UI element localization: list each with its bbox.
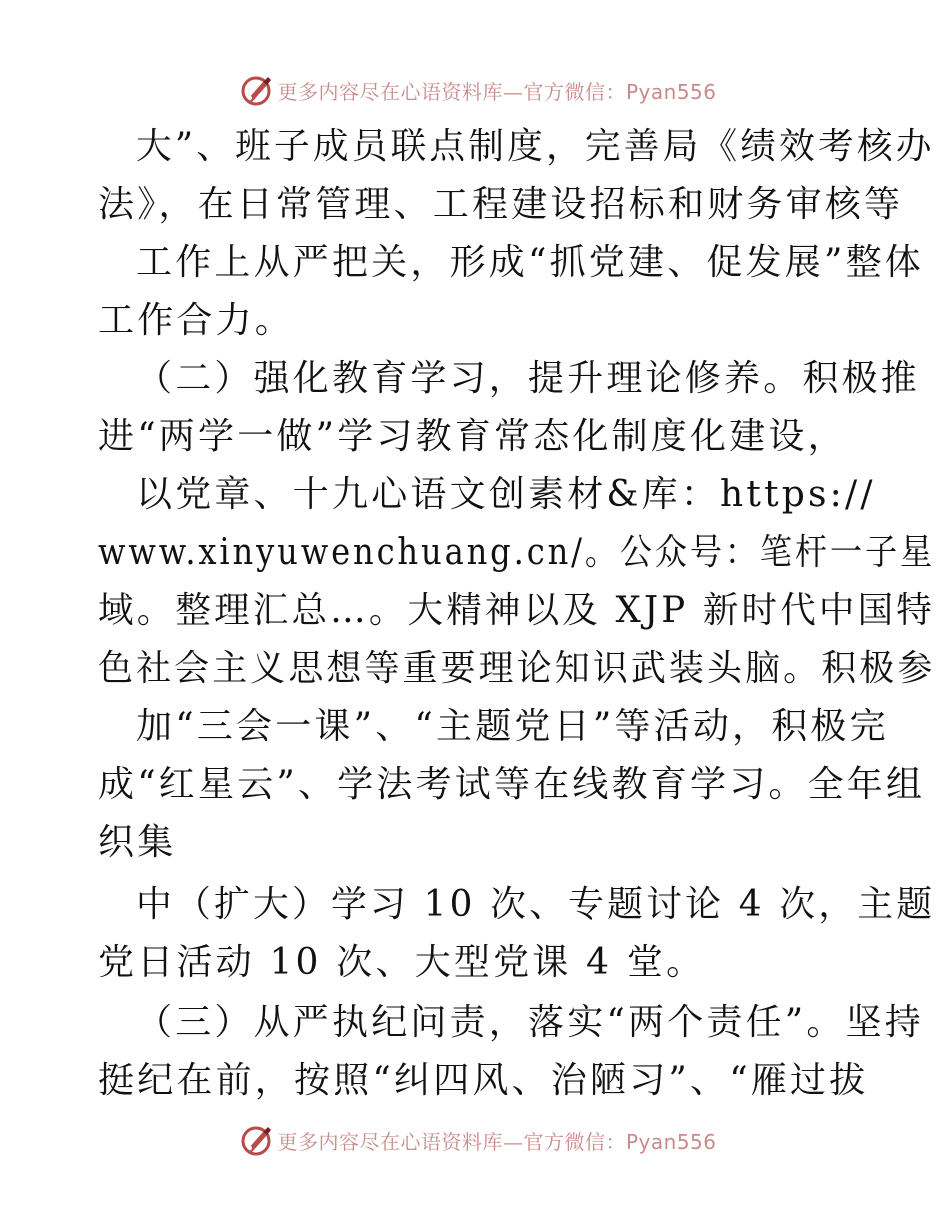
body-line-17: 挺纪在前，按照“纠四风、治陋习”、“雁过拔: [98, 1060, 869, 1101]
watermark-main: 更多内容尽在心语资料库: [277, 1129, 503, 1154]
body-line-5: （二）强化教育学习，提升理论修养。积极推: [136, 358, 921, 399]
watermark-text: [277, 76, 716, 105]
watermark-contact-id: Pyan556: [625, 1129, 717, 1154]
body-line-2: 法》，在日常管理、工程建设招标和财务审核等: [98, 184, 904, 225]
watermark-header: [0, 70, 950, 110]
watermark-separator: —: [502, 79, 524, 104]
pen-logo-icon: [239, 72, 275, 108]
watermark-main: 更多内容尽在心语资料库: [277, 79, 503, 104]
body-line-15: 党日活动 10 次、大型党课 4 堂。: [98, 942, 706, 983]
body-line-8: www.xinyuwenchuang.cn/。公众号：笔杆一子星: [98, 532, 935, 573]
body-line-7: 以党章、十九心语文创素材&库：https://: [136, 474, 876, 515]
body-line-12: 成“红星云”、学法考试等在线教育学习。全年组: [98, 764, 926, 805]
watermark-contact-label: 官方微信：: [523, 79, 626, 104]
watermark-header-inner: [239, 72, 716, 108]
body-line-6: 进“两学一做”学习教育常态化制度化建设，: [98, 416, 847, 457]
watermark-separator: —: [502, 1129, 524, 1154]
watermark-footer: [0, 1120, 950, 1160]
body-line-3: 工作上从严把关，形成“抓党建、促发展”整体: [136, 242, 925, 283]
body-line-16: （三）从严执纪问责，落实“两个责任”。坚持: [136, 1002, 925, 1043]
watermark-footer-inner: [239, 1122, 716, 1158]
body-line-9: 域。整理汇总…。大精神以及 XJP 新时代中国特: [98, 590, 935, 631]
body-line-13: 织集: [98, 822, 177, 863]
watermark-text: [277, 1126, 716, 1155]
body-line-4: 工作合力。: [98, 300, 295, 341]
body-line-14: 中（扩大）学习 10 次、专题讨论 4 次，主题: [136, 884, 936, 925]
body-line-11: 加“三会一课”、“主题党日”等活动，积极完: [136, 706, 889, 747]
watermark-contact-id: Pyan556: [625, 79, 717, 104]
watermark-contact-label: 官方微信：: [523, 1129, 626, 1154]
body-line-1: 大”、班子成员联点制度，完善局《绩效考核办: [136, 126, 935, 167]
pen-logo-icon: [239, 1122, 275, 1158]
body-line-10: 色社会主义思想等重要理论知识武装头脑。积极参: [98, 648, 936, 689]
